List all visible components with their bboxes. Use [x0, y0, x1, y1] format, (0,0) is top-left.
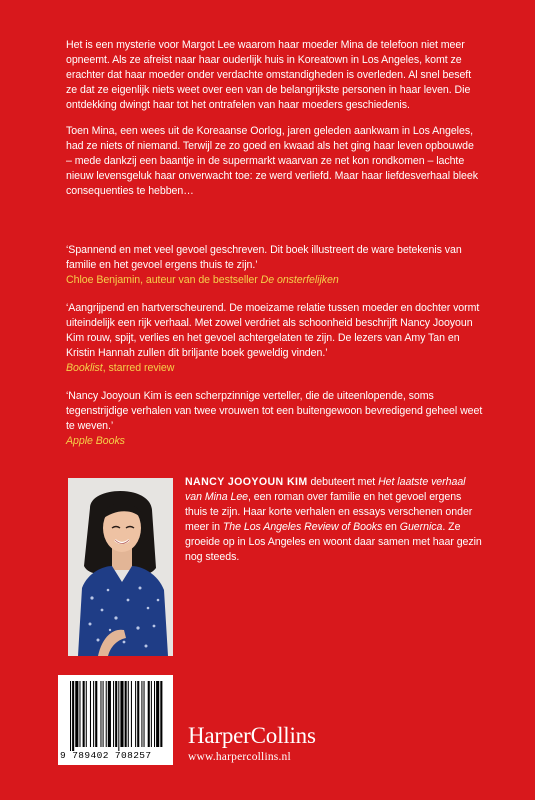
barcode-bar: [118, 681, 119, 751]
barcode-bar: [135, 681, 136, 747]
barcode-bar: [83, 681, 85, 747]
review-source-title: De onsterfelijken: [260, 274, 339, 286]
book-title: Het laatste verhaal van Mina Lee: [185, 476, 466, 503]
publication-title: Guernica: [399, 521, 443, 533]
author-photo: [68, 478, 173, 656]
synopsis-paragraph-1: Het is een mysterie voor Margot Lee waarom haar moeder Mina de telefoon niet meer opneemt. Als ze afreist naar haar ouderlijk huis in Koreatown in Los Angeles, komt ze erachter dat haar moeder onder verdachte omstandigheden is overleden. Al snel beseft ze dat ze eigenlijk niets weet over een van de belangrijkste personen in haar leven. Die ontdekking dwingt haar tot het ontrafelen van haar moeders geschiedenis.: [66, 39, 472, 111]
review-quotes: [66, 243, 486, 462]
barcode-bar: [79, 681, 80, 747]
barcode-bar: [156, 681, 159, 747]
synopsis-paragraph-2: Toen Mina, een wees uit de Koreaanse Oorlog, jaren geleden aankwam in Los Angeles, had ze niets of niemand. Terwijl ze zo goed en kwaad als het ging haar leven opbouwde – mede dankzij een baantje in de supermarkt waarvan ze net kon rondkomen – lachte nieuw levensgeluk haar onverwacht toe: ze werd verliefd. Maar haar liefdesverhaal bleek consequenties te hebben…: [66, 125, 478, 197]
barcode-bar: [72, 681, 74, 751]
review-quote-text: ‘Nancy Jooyoun Kim is een scherpzinnige verteller, die de uiteenlopende, soms tegenstrijdige verhalen van twee vrouwen tot een buitengewoon bevredigend geheel weet te weven.’: [66, 390, 483, 432]
author-bio: [185, 475, 485, 565]
barcode-bar: [70, 681, 71, 751]
publication-title: The Los Angeles Review of Books: [222, 521, 383, 533]
review-quote-source: [66, 361, 486, 376]
review-source-title: Booklist: [66, 362, 103, 374]
review-quote-text: ‘Aangrijpend en hartverscheurend. De moeizame relatie tussen moeder en dochter vormt uiteindelijk een rijk verhaal. Met zowel verdriet als schoonheid beschrijft Nancy Jooyoun Kim rouw, spijt, verlies en het gevoel achtergelaten te zijn. De lezers van Amy Tan en Kristin Hannah zullen dit briljante boek geweldig vinden.’: [66, 302, 480, 359]
barcode-bar: [148, 681, 150, 747]
barcode-bar: [141, 681, 142, 747]
synopsis: [66, 38, 481, 210]
barcode-bar: [95, 681, 97, 747]
barcode-bar: [120, 681, 123, 747]
barcode-bar: [115, 681, 117, 747]
publisher-website: www.harpercollins.nl: [188, 751, 291, 763]
bio-text: en: [382, 521, 400, 533]
review-quote-2: [66, 301, 486, 376]
author-name: NANCY JOOYOUN KIM: [185, 476, 308, 488]
isbn-number: 9 789402 708257: [60, 750, 152, 761]
bio-text: , een roman over familie en het gevoel ergens thuis te zijn. Haar korte verhalen en essays verschenen onder meer in: [185, 491, 473, 533]
barcode-bar: [75, 681, 78, 747]
barcode-bar: [100, 681, 101, 747]
barcode-bar: [125, 681, 127, 747]
barcode-bar: [128, 681, 129, 747]
isbn-barcode: [58, 675, 173, 765]
review-source-name: Chloe Benjamin, auteur van de bestseller: [66, 274, 261, 286]
barcode-bar: [137, 681, 139, 747]
review-quote-source: [66, 273, 486, 288]
barcode-bar: [90, 681, 91, 747]
review-quote-source: [66, 434, 486, 449]
barcode-bar: [86, 681, 87, 747]
barcode-bar: [154, 681, 155, 747]
review-quote-text: ‘Spannend en met veel gevoel geschreven. Dit boek illustreert de ware betekenis van familie en het gevoel ergens thuis te zijn.’: [66, 244, 462, 271]
barcode-bar: [131, 681, 132, 747]
review-quote-1: [66, 243, 486, 288]
review-quote-3: [66, 389, 486, 449]
barcode-bar: [160, 681, 162, 747]
barcode-bar: [93, 681, 94, 747]
publisher-logo: HarperCollins: [188, 723, 316, 748]
review-source-suffix: , starred review: [102, 362, 175, 374]
bio-text: debuteert met: [307, 476, 379, 488]
review-source-title: Apple Books: [66, 435, 125, 447]
barcode-bar: [108, 681, 111, 747]
barcode-bar: [113, 681, 114, 747]
barcode-bar: [103, 681, 104, 747]
barcode-bar: [106, 681, 107, 747]
barcode-bar: [151, 681, 152, 747]
bio-text: . Ze groeide op in Los Angeles en woont daar samen met haar gezin nog steeds.: [185, 521, 482, 563]
barcode-bar: [144, 681, 145, 747]
